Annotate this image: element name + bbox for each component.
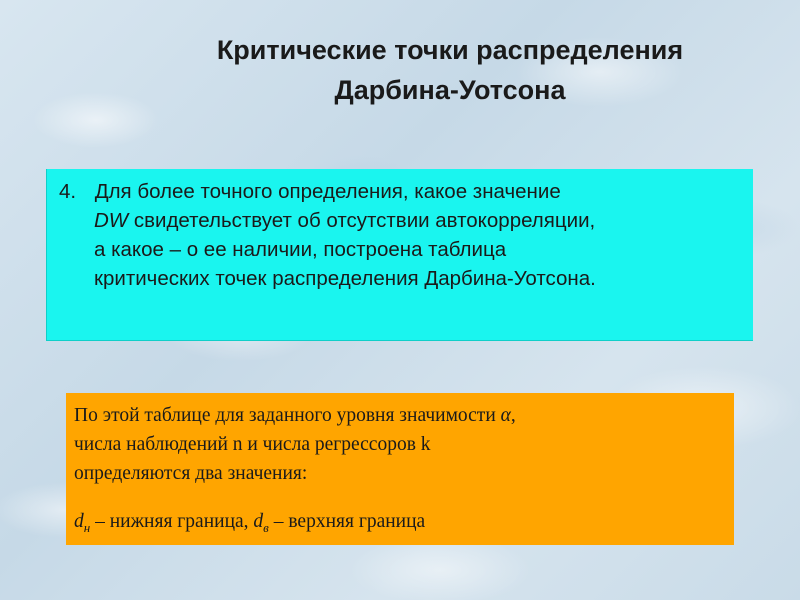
definition-text — [59, 177, 749, 293]
note-line-1-text: По этой таблице для заданного уровня значимости — [74, 405, 501, 426]
definition-line-1 — [59, 177, 749, 206]
note-line-3: определяются два значения: — [74, 463, 308, 484]
note-line-1-end: , — [510, 405, 516, 426]
dw-term: DW — [94, 209, 129, 232]
definition-line-1-text: Для более точного определения, какое значение — [89, 180, 561, 203]
slide-title-line1: Критические точки распределения — [216, 35, 684, 65]
definition-box — [46, 169, 753, 341]
d-lower-text: – нижняя граница, — [90, 511, 254, 532]
slide-title — [130, 30, 770, 110]
definition-line-3: а какое – о ее наличии, построена таблица — [94, 238, 507, 261]
note-line-2: числа наблюдений n и числа регрессоров k — [74, 434, 431, 455]
bounds-line — [74, 507, 729, 542]
point-number: 4. — [59, 180, 77, 203]
alpha-symbol: α — [500, 405, 511, 426]
definition-line-2 — [59, 206, 749, 235]
slide-title-line2: Дарбина-Уотсона — [334, 75, 566, 105]
d-upper-subscript: в — [263, 520, 269, 535]
d-lower-letter: d — [74, 511, 84, 532]
note-line-1 — [74, 401, 729, 430]
d-upper-letter: d — [253, 511, 264, 532]
note-box — [66, 393, 734, 545]
d-upper-text: – верхняя граница — [268, 511, 426, 532]
note-text — [74, 401, 729, 488]
definition-line-4: критических точек распределения Дарбина-Уотсона. — [94, 267, 596, 290]
definition-line-2-text: свидетельствует об отсутствии автокорреляции, — [128, 209, 596, 232]
d-lower-subscript: н — [83, 520, 91, 535]
